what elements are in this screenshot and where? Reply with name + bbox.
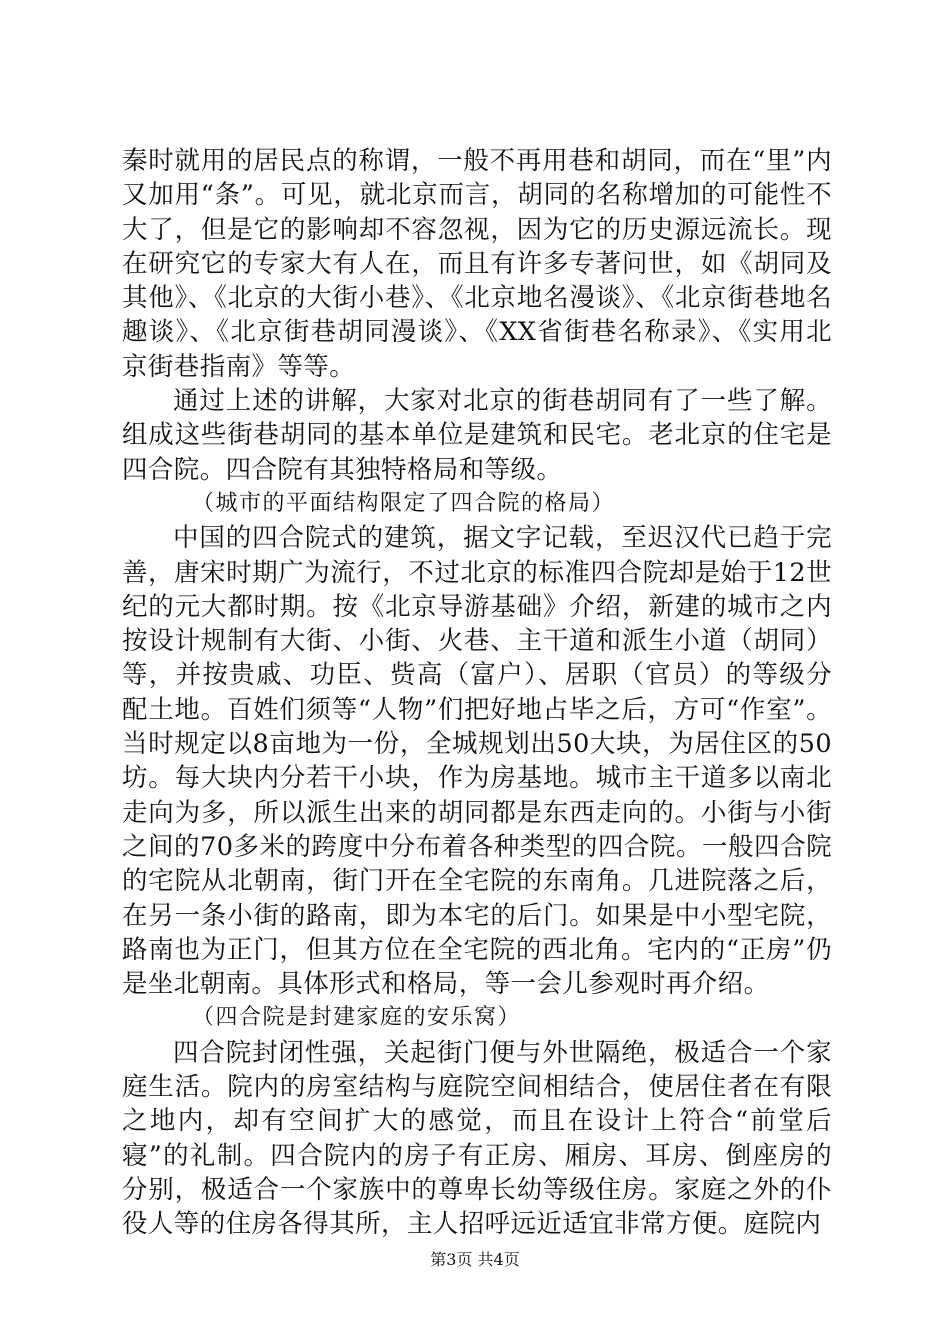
paragraph-3: 中国的四合院式的建筑，据文字记载，至迟汉代已趋于完善，唐宋时期广为流行，不过北京的标准四合院却是始于12世纪的元大都时期。按《北京导游基础》介绍，新建的城市之内按设计规制有大街、小街、火巷、主干道和派生小道（胡同）等，并按贵戚、功臣、赀高（富户）、居职（官员）的等级分配土地。百姓们须等“人物”们把好地占毕之后，方可“作室”。当时规定以8亩地为一份，全城规划出50大块，为居住区的50坊。每大块内分若干小块，作为房基地。城市主干道多以南北走向为多，所以派生出来的胡同都是东西走向的。小街与小街之间的70多米的跨度中分布着各种类型的四合院。一般四合院的宅院从北朝南，街门开在全宅院的东南角。几进院落之后，在另一条小街的路南，即为本宅的后门。如果是中小型宅院，路南也为正门，但其方位在全宅院的西北角。宅内的“正房”仍是坐北朝南。具体形式和格局，等一会儿参观时再介绍。 xyxy=(122,523,832,1000)
paragraph-1: 秦时就用的居民点的称谓，一般不再用巷和胡同，而在“里”内又加用“条”。可见，就北京而言，胡同的名称增加的可能性不大了，但是它的影响却不容忽视，因为它的历史源远流长。现在研究它的专家大有人在，而且有许多专著问世，如《胡同及其他》、《北京的大街小巷》、《北京地名漫谈》、《北京街巷地名趣谈》、《北京街巷胡同漫谈》、《XX省街巷名称录》、《实用北京街巷指南》等等。 xyxy=(122,146,832,382)
section-heading-layout: （城市的平面结构限定了四合院的格局） xyxy=(192,490,616,516)
document-body xyxy=(122,144,832,1242)
section-heading-family: （四合院是封建家庭的安乐窝） xyxy=(192,1005,522,1031)
paragraph-2: 通过上述的讲解，大家对北京的街巷胡同有了一些了解。组成这些街巷胡同的基本单位是建筑和民宅。老北京的住宅是四合院。四合院有其独特格局和等级。 xyxy=(122,386,832,485)
paragraph-4: 四合院封闭性强，关起街门便与外世隔绝，极适合一个家庭生活。院内的房室结构与庭院空间相结合，使居住者在有限之地内，却有空间扩大的感觉，而且在设计上符合“前堂后寝”的礼制。四合院内的房子有正房、厢房、耳房、倒座房的分别，极适合一个家族中的尊卑长幼等级住房。家庭之外的仆役人等的住房各得其所，主人招呼远近适宜非常方便。庭院内 xyxy=(122,1037,832,1240)
page-number-footer: 第3页 共4页 xyxy=(430,1250,520,1269)
